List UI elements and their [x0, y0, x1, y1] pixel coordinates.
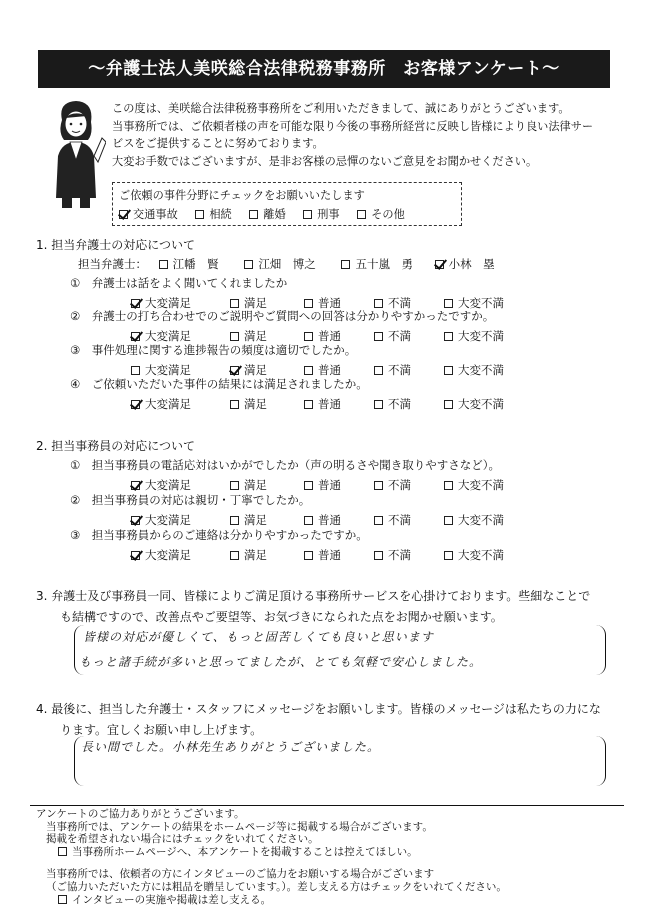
case-option-inheritance[interactable] [195, 206, 231, 222]
option-label: 離婚 [263, 208, 286, 221]
footer-divider [30, 805, 624, 806]
case-option-divorce[interactable] [249, 206, 285, 222]
footer-line: 当事務所では、依頼者の方にインタビューのご協力をお願いする場合がございます [46, 868, 435, 881]
case-option-other[interactable] [357, 206, 405, 222]
checkbox[interactable] [230, 400, 239, 409]
lawyer-option[interactable] [341, 257, 413, 271]
rating-label: 普通 [318, 397, 341, 411]
section1-heading: 1. 担当弁護士の対応について [36, 238, 196, 252]
section3-text [36, 587, 590, 625]
rating-label: 大変満足 [145, 296, 191, 310]
rating-option[interactable] [444, 396, 504, 412]
intro-line: ビスをご提供することに努めております。 [112, 137, 324, 150]
footer-line: （ご協力いただいた方には粗品を贈呈しています。）。差し支える方はチェックをいれてください。 [46, 880, 507, 893]
section3-line: も結構ですので、改善点やご要望等、お気づきになられた点をお聞かせ願います。 [60, 610, 503, 624]
checkbox[interactable] [374, 516, 383, 525]
rating-label: 大変不満 [458, 478, 504, 492]
rating-label: 普通 [318, 296, 341, 310]
checkbox[interactable] [195, 210, 204, 219]
checkbox[interactable] [374, 551, 383, 560]
case-option-criminal[interactable] [303, 206, 339, 222]
option-label: その他 [371, 208, 405, 221]
survey-title: ～弁護士法人美咲総合法律税務事務所 お客様アンケート～ [38, 50, 610, 88]
footer-thanks: アンケートのご協力ありがとうございます。 [36, 808, 245, 820]
rating-label: 大変満足 [145, 397, 191, 411]
footer-line: 当事務所では、アンケートの結果をホームページ等に掲載する場合がございます。 [46, 820, 433, 833]
checkbox[interactable] [304, 551, 313, 560]
section4-line: ります。宜しくお願い申し上げます。 [60, 723, 263, 737]
checkbox[interactable] [230, 516, 239, 525]
handwritten-line: 長い間でした。小林先生ありがとうございました。 [81, 740, 381, 754]
lawyer-name: 五十嵐 勇 [355, 257, 413, 271]
improvement-comment-field[interactable] [74, 625, 606, 675]
checkbox[interactable] [374, 400, 383, 409]
rating-label: 満足 [244, 513, 267, 527]
option-label: 交通事故 [133, 208, 178, 221]
section3-line: 3. 弁護士及び事務員一同、皆様によりご満足頂ける事務所サービスを心掛けております。些細なことで [36, 589, 591, 603]
checkbox[interactable] [444, 400, 453, 409]
case-type-box [112, 182, 462, 226]
checkbox[interactable] [357, 210, 366, 219]
rating-label: 満足 [244, 296, 267, 310]
lawyer-name: 江幡 賢 [172, 257, 219, 271]
checkbox[interactable] [230, 551, 239, 560]
rating-option[interactable] [444, 477, 504, 493]
lawyer-row [78, 256, 495, 272]
rating-label: 不満 [388, 363, 411, 377]
checkbox-checked[interactable] [131, 551, 140, 560]
question-text: ④ ご依頼いただいた事件の結果には満足されましたか。 [70, 377, 368, 391]
hp-opt-out-label: 当事務所ホームページへ、本アンケートを掲載することは控えてほしい。 [72, 845, 418, 858]
checkbox-checked[interactable] [131, 400, 140, 409]
rating-option[interactable] [374, 477, 411, 493]
rating-option[interactable] [374, 362, 411, 378]
question-text: ① 担当事務員の電話応対はいかがでしたか（声の明るさや聞き取りやすさなど）。 [70, 458, 501, 472]
rating-option[interactable] [304, 396, 341, 412]
rating-label: 大変不満 [458, 397, 504, 411]
checkbox[interactable] [304, 332, 313, 341]
checkbox[interactable] [444, 332, 453, 341]
lawyer-option[interactable] [244, 257, 316, 271]
rating-label: 普通 [318, 329, 341, 343]
message-comment-field[interactable] [74, 736, 606, 786]
rating-option[interactable] [131, 396, 191, 412]
checkbox[interactable] [444, 299, 453, 308]
checkbox[interactable] [249, 210, 258, 219]
checkbox[interactable] [444, 366, 453, 375]
checkbox-checked[interactable] [131, 516, 140, 525]
checkbox[interactable] [303, 210, 312, 219]
rating-label: 不満 [388, 548, 411, 562]
rating-label: 満足 [244, 397, 267, 411]
question-text: ③ 担当事務員からのご連絡は分かりやすかったですか。 [70, 528, 368, 542]
checkbox[interactable] [131, 366, 140, 375]
lawyer-option[interactable] [159, 257, 219, 271]
rating-option[interactable] [444, 547, 504, 563]
rating-option[interactable] [444, 362, 504, 378]
case-type-options [119, 206, 419, 222]
option-label: 相続 [209, 208, 232, 221]
rating-option[interactable] [444, 328, 504, 344]
rating-option[interactable] [230, 512, 267, 528]
checkbox[interactable] [58, 895, 67, 904]
rating-label: 大変不満 [458, 513, 504, 527]
rating-label: 大変満足 [145, 329, 191, 343]
rating-label: 不満 [388, 329, 411, 343]
rating-label: 不満 [388, 513, 411, 527]
rating-label: 普通 [318, 548, 341, 562]
handwritten-line: もっと諸手続が多いと思ってましたが、とても気軽で安心しました。 [79, 655, 483, 669]
rating-label: 満足 [244, 363, 267, 377]
interview-opt-out-label: インタビューの実施や掲載は差し支える。 [72, 893, 272, 906]
intro-line: 当事務所では、ご依頼者様の声を可能な限り今後の事務所経営に反映し皆様により良い法律サー [112, 119, 594, 133]
checkbox[interactable] [304, 481, 313, 490]
rating-label: 大変満足 [145, 363, 191, 377]
hp-opt-out-option[interactable] [58, 846, 507, 859]
rating-option[interactable] [304, 547, 341, 563]
checkbox[interactable] [444, 481, 453, 490]
rating-option[interactable] [131, 477, 191, 493]
rating-option[interactable] [374, 547, 411, 563]
handwritten-line: 皆様の対応が優しくて、もっと固苦しくても良いと思います [83, 630, 434, 644]
intro-line: この度は、美咲総合法律税務事務所をご利用いただきまして、誠にありがとうございます。 [112, 102, 570, 115]
checkbox[interactable] [444, 551, 453, 560]
rating-option[interactable] [444, 512, 504, 528]
section4-line: 4. 最後に、担当した弁護士・スタッフにメッセージをお願いします。皆様のメッセージは私たちの力にな [36, 702, 601, 716]
checkbox-checked[interactable] [131, 299, 140, 308]
rating-option[interactable] [230, 396, 267, 412]
rating-label: 満足 [244, 329, 267, 343]
checkbox-checked[interactable] [435, 260, 444, 269]
checkbox[interactable] [304, 299, 313, 308]
rating-label: 大変不満 [458, 548, 504, 562]
rating-label: 大変満足 [145, 548, 191, 562]
rating-option[interactable] [304, 512, 341, 528]
rating-label: 大変満足 [145, 513, 191, 527]
checkbox[interactable] [304, 400, 313, 409]
rating-label: 普通 [318, 513, 341, 527]
interview-opt-out-option[interactable] [58, 894, 507, 907]
footer [36, 808, 507, 906]
footer-line: 掲載を希望されない場合にはチェックをいれてください。 [46, 833, 319, 846]
option-label: 刑事 [317, 208, 340, 221]
rating-label: 不満 [388, 397, 411, 411]
intro-line: 大変お手数ではございますが、是非お客様の忌憚のないご意見をお聞かせください。 [112, 154, 538, 168]
rating-option[interactable] [374, 396, 411, 412]
checkbox[interactable] [374, 366, 383, 375]
checkbox[interactable] [230, 299, 239, 308]
checkbox[interactable] [244, 260, 253, 269]
checkbox-checked[interactable] [230, 366, 239, 375]
staff-illustration [44, 98, 106, 210]
section4-text [36, 700, 601, 738]
case-option-traffic[interactable] [119, 206, 178, 222]
rating-label: 大変満足 [145, 478, 191, 492]
checkbox[interactable] [230, 332, 239, 341]
lawyer-option[interactable] [435, 257, 495, 271]
question-text: ③ 事件処理に関する進捗報告の頻度は適切でしたか。 [70, 343, 357, 357]
rating-label: 普通 [318, 478, 341, 492]
rating-label: 不満 [388, 478, 411, 492]
rating-label: 不満 [388, 296, 411, 310]
rating-label: 大変不満 [458, 329, 504, 343]
rating-label: 大変不満 [458, 296, 504, 310]
rating-option[interactable] [230, 547, 267, 563]
rating-option[interactable] [374, 512, 411, 528]
checkbox[interactable] [304, 516, 313, 525]
checkbox[interactable] [304, 366, 313, 375]
question-text: ② 担当事務員の対応は親切・丁寧でしたか。 [70, 493, 311, 507]
checkbox[interactable] [374, 299, 383, 308]
checkbox[interactable] [374, 332, 383, 341]
checkbox[interactable] [159, 260, 168, 269]
question-text: ① 弁護士は話をよく聞いてくれましたか [70, 276, 288, 290]
case-type-prompt: ご依頼の事件分野にチェックをお願いいたします [119, 189, 365, 202]
rating-label: 満足 [244, 548, 267, 562]
checkbox[interactable] [230, 481, 239, 490]
checkbox[interactable] [58, 847, 67, 856]
rating-label: 大変不満 [458, 363, 504, 377]
lawyer-name: 江畑 博之 [258, 257, 316, 271]
rating-option[interactable] [131, 512, 191, 528]
rating-option[interactable] [374, 328, 411, 344]
rating-option[interactable] [230, 477, 267, 493]
checkbox-checked[interactable] [119, 210, 128, 219]
lawyer-label: 担当弁護士： [78, 257, 147, 271]
checkbox-checked[interactable] [131, 332, 140, 341]
checkbox[interactable] [374, 481, 383, 490]
rating-option[interactable] [131, 547, 191, 563]
rating-option[interactable] [304, 477, 341, 493]
section2-heading: 2. 担当事務員の対応について [36, 439, 196, 453]
checkbox[interactable] [341, 260, 350, 269]
checkbox[interactable] [444, 516, 453, 525]
rating-label: 満足 [244, 478, 267, 492]
checkbox-checked[interactable] [131, 481, 140, 490]
lawyer-name: 小林 塁 [448, 257, 495, 271]
rating-label: 普通 [318, 363, 341, 377]
question-text: ② 弁護士の打ち合わせでのご説明やご質問への回答は分かりやすかったですか。 [70, 309, 495, 323]
intro-text [112, 100, 612, 170]
